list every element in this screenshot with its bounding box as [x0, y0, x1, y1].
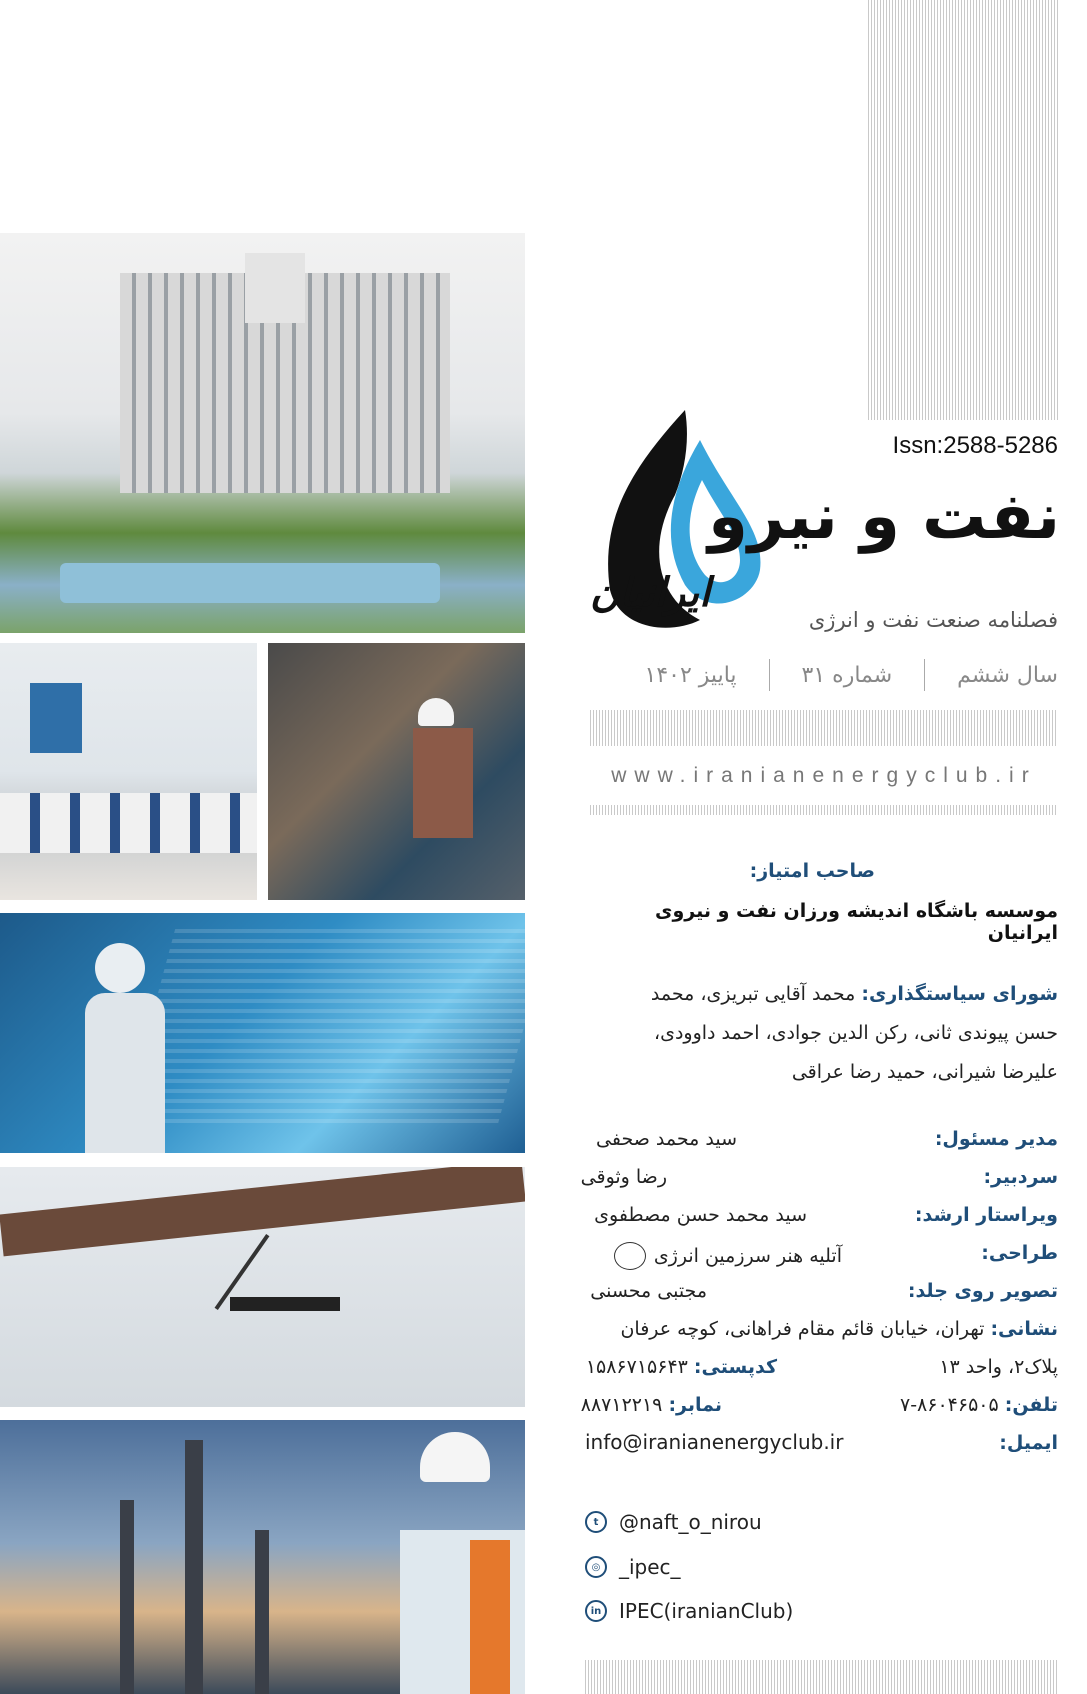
- magazine-subtitle: فصلنامه صنعت نفت و انرژی: [808, 608, 1058, 632]
- fax: [581, 1394, 722, 1416]
- policy-council: [585, 975, 1058, 1092]
- phone-label: تلفن:: [1004, 1394, 1058, 1416]
- decorative-stripes-bottom: [585, 1660, 1058, 1694]
- digital-screen: [123, 923, 525, 1123]
- website-url[interactable]: www.iranianenergyclub.ir: [611, 764, 1037, 787]
- address-value: تهران، خیابان قائم مقام فراهانی، کوچه عرفان: [620, 1318, 985, 1340]
- phone-value: ۸۶۰۴۶۵۰۵-۷: [899, 1394, 999, 1416]
- credit-label-cover-photo: تصویر روی جلد:: [907, 1280, 1058, 1302]
- fountain-basin: [60, 563, 440, 603]
- credit-value-manager: سید محمد صحفی: [596, 1128, 737, 1150]
- worker-helmet: [418, 698, 454, 726]
- decorative-stripes-top: [868, 0, 1058, 420]
- logo-sub-text: ایرانیان: [590, 570, 711, 616]
- decorative-stripes-thin: [590, 805, 1058, 815]
- robot-body: [85, 993, 165, 1153]
- social-twitter[interactable]: [585, 1510, 762, 1534]
- address-label: نشانی:: [990, 1318, 1058, 1340]
- decorative-stripes-band: [590, 710, 1058, 746]
- council-label: شورای سیاستگذاری:: [861, 983, 1058, 1005]
- issue-number: شماره ۳۱: [801, 662, 893, 688]
- credit-value-senior-editor: سید محمد حسن مصطفوی: [594, 1204, 807, 1226]
- photo-refinery-engineer: [0, 1420, 525, 1694]
- email-label: ایمیل:: [999, 1432, 1058, 1454]
- chimney-1: [185, 1440, 203, 1694]
- owner-value: موسسه باشگاه اندیشه ورزان نفت و نیروی ایرانیان: [655, 900, 1058, 944]
- photo-robot: [0, 913, 525, 1153]
- safety-vest: [470, 1540, 510, 1694]
- council-line3: علیرضا شیرانی، حمید رضا عراقی: [791, 1061, 1058, 1083]
- instagram-handle: _ipec_: [619, 1555, 681, 1579]
- photo-drone: [0, 1167, 525, 1407]
- design-studio-name: آتلیه هنر سرزمین انرژی: [653, 1245, 842, 1267]
- address-line2: پلاک۲، واحد ۱۳: [939, 1356, 1058, 1378]
- photo-gas-facility: [0, 643, 257, 900]
- drone-body: [230, 1297, 340, 1311]
- chimney-2: [120, 1500, 134, 1694]
- credit-label-editor: سردبیر:: [983, 1166, 1058, 1188]
- address-line1: [620, 1318, 1058, 1340]
- linkedin-handle: IPEC(iranianClub): [619, 1599, 794, 1623]
- social-linkedin[interactable]: [585, 1599, 793, 1623]
- credit-label-design: طراحی:: [981, 1242, 1058, 1264]
- blue-tank: [30, 683, 82, 753]
- owner-label: صاحب امتیاز:: [749, 860, 875, 882]
- magazine-logo: [590, 400, 1060, 640]
- pipes: [0, 793, 257, 853]
- credit-label-manager: مدیر مسئول:: [934, 1128, 1058, 1150]
- credit-label-senior-editor: ویراستار ارشد:: [914, 1204, 1058, 1226]
- issn-number: Issn:2588-5286: [892, 432, 1058, 459]
- twitter-handle: @naft_o_nirou: [619, 1510, 762, 1534]
- credit-value-editor: رضا وثوقی: [580, 1166, 667, 1188]
- credit-value-cover-photo: مجتبی محسنی: [590, 1280, 707, 1302]
- postal-code: [586, 1356, 777, 1378]
- fax-label: نمابر:: [668, 1394, 722, 1416]
- credit-value-design: [614, 1242, 842, 1270]
- postal-label: کدپستی:: [693, 1356, 777, 1378]
- studio-seal-icon: [614, 1242, 646, 1270]
- photo-ministry-building: [0, 233, 525, 633]
- photo-oil-workers: [268, 643, 525, 900]
- instagram-icon: ◎: [585, 1556, 607, 1578]
- issue-divider: [924, 659, 925, 691]
- issue-year: سال ششم: [957, 662, 1058, 688]
- chimney-3: [255, 1530, 269, 1694]
- postal-value: ۱۵۸۶۷۱۵۶۴۳: [585, 1356, 688, 1378]
- issue-info: [590, 655, 1058, 695]
- issue-divider: [769, 659, 770, 691]
- social-instagram[interactable]: [585, 1555, 681, 1579]
- robot-head: [95, 943, 145, 993]
- linkedin-icon: in: [585, 1600, 607, 1622]
- twitter-icon: t: [585, 1511, 607, 1533]
- council-line2: حسن پیوندی ثانی، رکن الدین جوادی، احمد داوودی،: [653, 1022, 1058, 1044]
- issue-season: پاییز ۱۴۰۲: [644, 662, 737, 688]
- fax-value: ۸۸۷۱۲۲۱۹: [580, 1394, 663, 1416]
- building-tower: [245, 253, 305, 323]
- email-value[interactable]: info@iranianenergyclub.ir: [585, 1430, 844, 1454]
- phone: [900, 1394, 1058, 1416]
- engineer-helmet: [420, 1432, 490, 1482]
- worker-body: [413, 728, 473, 838]
- logo-main-text: نفت و نیرو: [708, 480, 1060, 554]
- council-line1: محمد آقایی تبریزی، محمد: [650, 983, 856, 1005]
